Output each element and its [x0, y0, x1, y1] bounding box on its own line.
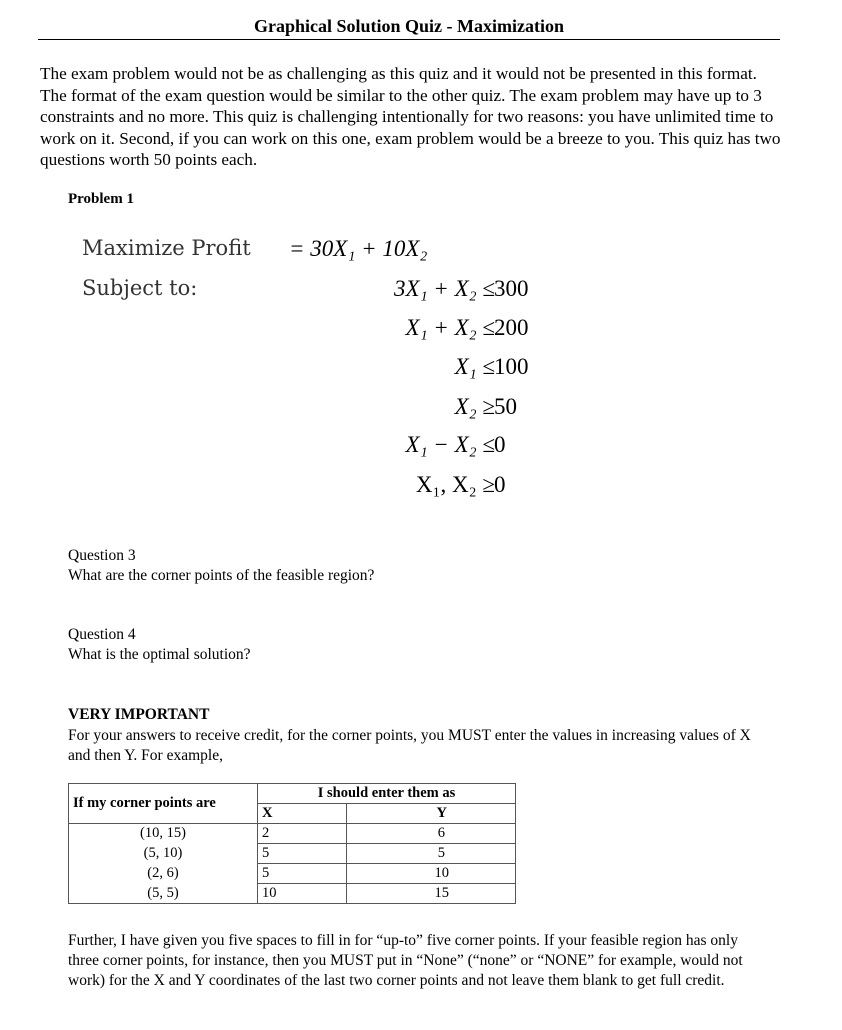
important-heading: VERY IMPORTANT: [68, 706, 210, 723]
title-underline: [38, 39, 780, 40]
objective-label: Maximize Profit: [82, 236, 251, 260]
question-4: [68, 625, 251, 665]
table-row: [69, 824, 516, 844]
table-col-x: X: [258, 804, 347, 824]
table-cell-y: 6: [347, 824, 516, 844]
table-row: [69, 864, 516, 884]
constraint-2-lhs: X₁ + X₂ ≤: [405, 315, 495, 340]
table-col-y: Y: [347, 804, 516, 824]
intro-paragraph: The exam problem would not be as challenging as this quiz and it would not be presented in this format. The format of the exam question would be similar to the other quiz. The exam problem may have up to 3 constraints and no more. This quiz is challenging intentionally for two reasons: you have unlimited time to work on it. Second, if you can work on this one, exam problem would be a breeze to you. This quiz has two questions worth 50 points each.: [40, 64, 781, 169]
subject-to-label: Subject to:: [82, 276, 198, 300]
constraint-1-lhs: 3X₁ + X₂ ≤: [394, 276, 495, 301]
page-title: Graphical Solution Quiz - Maximization: [253, 16, 564, 36]
question-4-label: Question 4: [68, 626, 136, 643]
objective-expression: = 30X₁ + 10X₂: [289, 236, 428, 261]
constraint-5-lhs: X₁ − X₂ ≤: [405, 432, 495, 457]
corner-point: (10, 15): [69, 824, 258, 844]
constraint-3-rhs: 100: [494, 354, 529, 379]
question-3-label: Question 3: [68, 547, 136, 564]
constraint-5-rhs: 0: [494, 432, 506, 457]
constraint-6-rhs: 0: [494, 472, 506, 497]
important-text: For your answers to receive credit, for the corner points, you MUST enter the values in increasing values of X and then Y. For example,: [68, 727, 751, 764]
question-4-text: What is the optimal solution?: [68, 646, 251, 663]
corner-point: (2, 6): [69, 864, 258, 884]
question-3-text: What are the corner points of the feasible region?: [68, 567, 375, 584]
table-cell-y: 5: [347, 844, 516, 864]
table-cell-x: 5: [258, 844, 347, 864]
constraint-3-lhs: X₁ ≤: [454, 354, 495, 379]
table-cell-y: 10: [347, 864, 516, 884]
further-paragraph: Further, I have given you five spaces to fill in for “up-to” five corner points. If your feasible region has only three corner points, for instance, then you MUST put in “None” (“none” or “NONE” for example, would not work) for the X and Y coordinates of the last two corner points and not leave them blank to get full credit.: [68, 932, 743, 989]
constraint-4-lhs: X₂ ≥: [454, 394, 495, 419]
constraint-6-lhs: X₁, X₂ ≥: [415, 472, 495, 497]
question-3: [68, 546, 374, 586]
table-cell-y: 15: [347, 884, 516, 904]
example-table: [68, 783, 516, 904]
corner-point: (5, 10): [69, 844, 258, 864]
table-cell-x: 5: [258, 864, 347, 884]
table-right-header: I should enter them as: [258, 784, 516, 804]
lp-model: [82, 232, 562, 502]
corner-point: (5, 5): [69, 884, 258, 904]
constraint-1-rhs: 300: [494, 276, 529, 301]
table-row: [69, 844, 516, 864]
table-cell-x: 2: [258, 824, 347, 844]
constraint-4-rhs: 50: [494, 394, 517, 419]
problem-label: Problem 1: [68, 191, 134, 207]
table-row: [69, 884, 516, 904]
table-left-header: If my corner points are: [69, 784, 258, 824]
table-cell-x: 10: [258, 884, 347, 904]
constraint-2-rhs: 200: [494, 315, 529, 340]
